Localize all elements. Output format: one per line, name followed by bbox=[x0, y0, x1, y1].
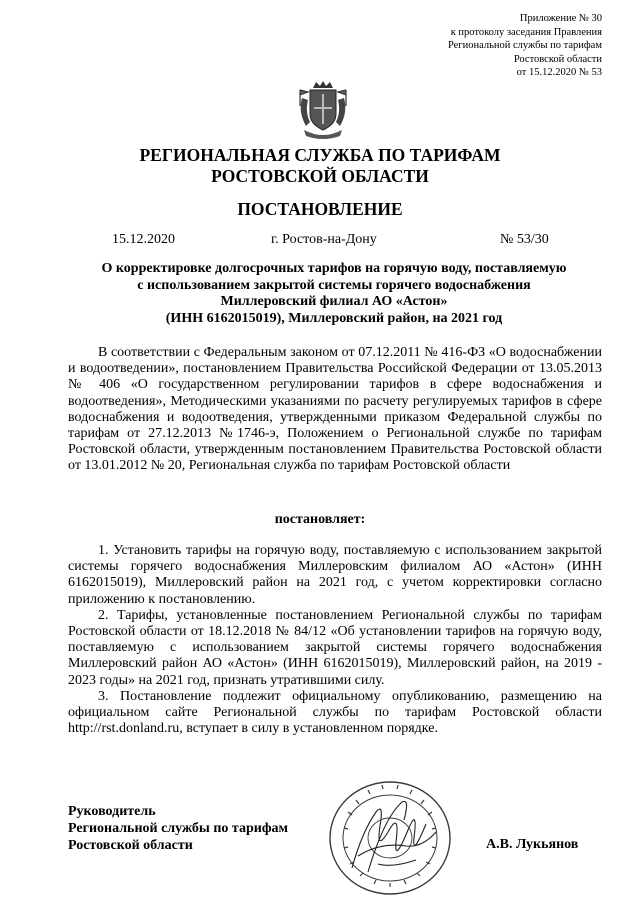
signatory-title bbox=[68, 803, 288, 854]
document-type: ПОСТАНОВЛЕНИЕ bbox=[237, 199, 403, 219]
signatory-title-line: Региональной службы по тарифам bbox=[68, 821, 289, 836]
document-city: г. Ростов-на-Дону bbox=[271, 232, 377, 247]
decree-item: 2. Тарифы, установленные постановлением Региональной службы по тарифам Ростовской области от 18.12.2018 № 84/12 «Об установлении тарифов на горячую воду, поставляемую с использованием закрытой системы горячего водоснабжения Миллеровский район АО «Астон» (ИНН 6162015019), Миллеровский район, на 2019 - 2023 годы» на 2021 год, признать утратившими силу. bbox=[68, 607, 602, 688]
decree-item: 3. Постановление подлежит официальному опубликованию, размещению на официальном сайте Региональной службы по тарифам Ростовской области http://rst.donland.ru, вступает в силу в установленном порядке. bbox=[68, 688, 602, 737]
subject-line: с использованием закрытой системы горячего водоснабжения bbox=[137, 277, 531, 293]
document-number: № 53/30 bbox=[500, 232, 549, 247]
subject-line: (ИНН 6162015019), Миллеровский район, на 2021 год bbox=[165, 310, 503, 326]
document-subject bbox=[66, 261, 602, 327]
preamble-paragraph: В соответствии с Федеральным законом от 07.12.2011 № 416-ФЗ «О водоснабжении и водоотведении», постановлением Правительства Российской Федерации от 13.05.2013 № 406 «О государственном регулировании тарифов в сфере водоснабжения и водоотведения», Методическими указаниями по расчету регулируемых тарифов в сфере водоснабжения и водоотведения, утвержденными приказом Федеральной службы по тарифам от 27.12.2013 №1746-э, Положением о Региональной службе по тарифам Ростовской области, утвержденным постановлением Правительства Ростовской области от 13.01.2012 № 20, Региональная служба по тарифам Ростовской области bbox=[68, 345, 602, 474]
appendix-note bbox=[448, 12, 602, 80]
organization-title-line2: РОСТОВСКОЙ ОБЛАСТИ bbox=[211, 166, 429, 186]
signatory-title-line: Ростовской области bbox=[68, 838, 193, 853]
handwritten-signature-icon bbox=[352, 801, 436, 872]
decree-items bbox=[68, 543, 602, 737]
subject-line: Миллеровский филиал АО «Астон» bbox=[220, 294, 448, 309]
appendix-line: Региональной службы по тарифам bbox=[447, 40, 602, 51]
decree-word: постановляет: bbox=[274, 512, 366, 527]
organization-title bbox=[0, 145, 640, 187]
subject-line: О корректировке долгосрочных тарифов на горячую воду, поставляемую bbox=[101, 261, 567, 276]
appendix-line: Приложение № 30 bbox=[519, 13, 602, 24]
round-seal-stamp-icon bbox=[318, 772, 458, 902]
appendix-line: к протоколу заседания Правления bbox=[450, 26, 602, 38]
appendix-line: Ростовской области bbox=[513, 53, 602, 65]
rostov-coat-of-arms-icon bbox=[296, 80, 350, 142]
signatory-name: А.В. Лукьянов bbox=[486, 837, 579, 852]
organization-title-line1: РЕГИОНАЛЬНАЯ СЛУЖБА ПО ТАРИФАМ bbox=[139, 145, 501, 165]
signatory-title-line: Руководитель bbox=[68, 804, 156, 819]
appendix-line: от 15.12.2020 № 53 bbox=[516, 67, 602, 78]
document-date: 15.12.2020 bbox=[112, 232, 175, 247]
decree-item: 1. Установить тарифы на горячую воду, поставляемую с использованием закрытой системы горячего водоснабжения Миллеровским филиалом АО «Астон» (ИНН 6162015019), Миллеровский район на 2021 год, с учетом корректировки согласно приложению к постановлению. bbox=[68, 543, 602, 607]
